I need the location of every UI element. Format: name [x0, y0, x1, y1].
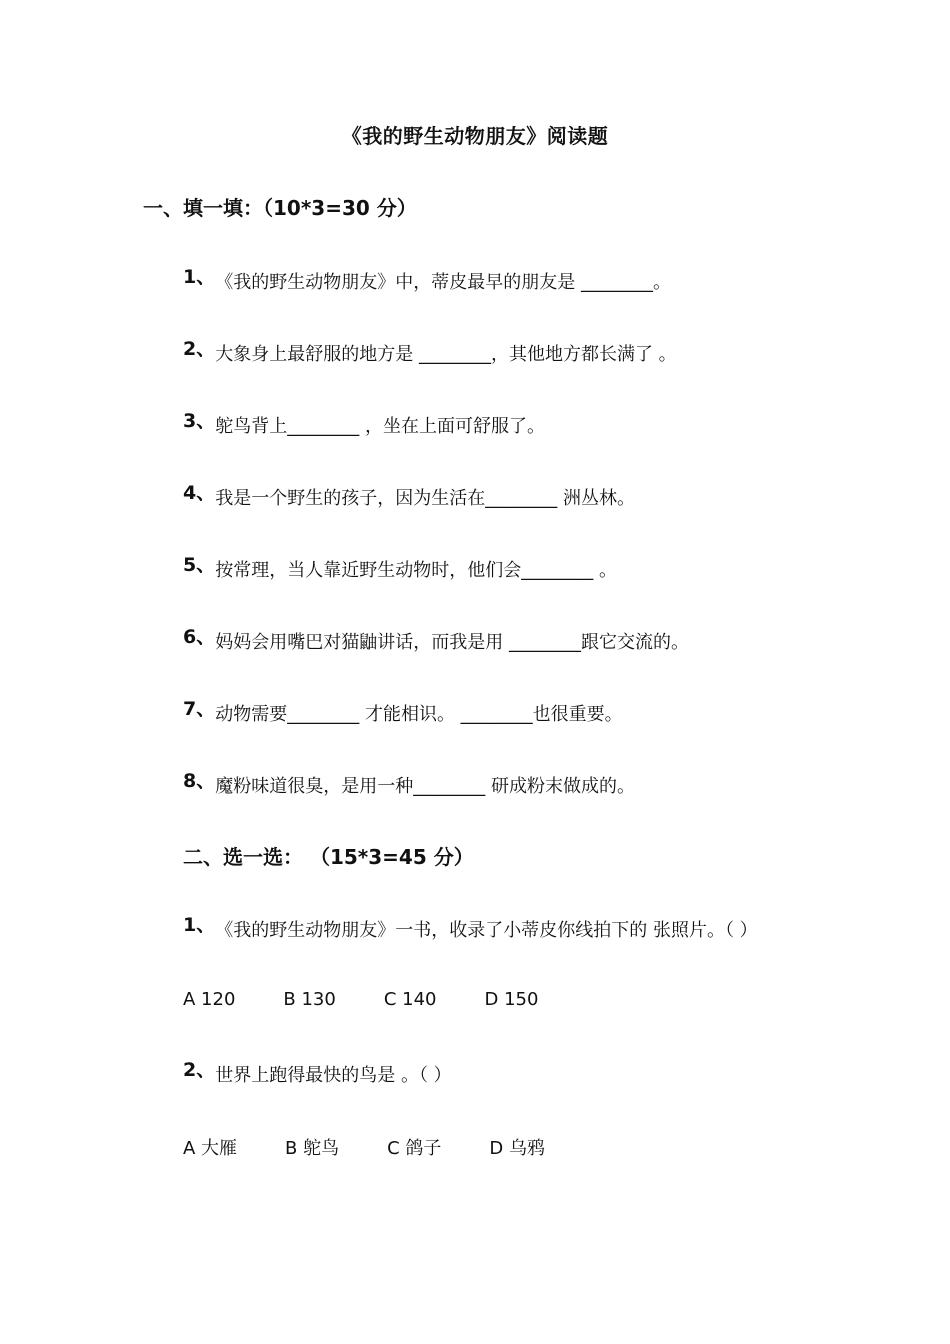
section-1-heading: 一、填一填：（10*3=30 分）: [143, 196, 417, 220]
option-c: C 鸽子: [387, 1138, 442, 1159]
option-d: D 乌鸦: [489, 1138, 546, 1159]
question-text: 大象身上最舒服的地方是 ________，其他地方都长满了 。: [215, 344, 677, 365]
question-text: 动物需要________ 才能相识。 ________也很重要。: [215, 704, 623, 725]
fill-question-7: [183, 698, 623, 728]
question-number: 2、: [183, 338, 216, 360]
question-text: 按常理，当人靠近野生动物时，他们会________ 。: [215, 560, 617, 581]
fill-question-8: [183, 770, 635, 800]
section-2-heading: 二、选一选： （15*3=45 分）: [183, 845, 474, 869]
question-text: 妈妈会用嘴巴对猫鼬讲话，而我是用 ________跟它交流的。: [215, 632, 689, 653]
question-text: 世界上跑得最快的鸟是 。（ ）: [215, 1065, 452, 1086]
option-d: D 150: [484, 989, 539, 1010]
fill-question-3: [183, 410, 545, 440]
question-number: 3、: [183, 410, 216, 432]
option-b: B 130: [283, 989, 336, 1010]
fill-question-2: [183, 338, 677, 368]
fill-question-5: [183, 554, 617, 584]
question-number: 7、: [183, 698, 216, 720]
document-title: 《我的野生动物朋友》阅读题: [341, 124, 609, 148]
question-text: 《我的野生动物朋友》一书，收录了小蒂皮你线拍下的 张照片。（ ）: [215, 920, 758, 941]
question-number: 2、: [183, 1059, 216, 1081]
question-number: 5、: [183, 554, 216, 576]
choice-options-2: [183, 1134, 593, 1160]
question-text: 我是一个野生的孩子，因为生活在________ 洲丛林。: [215, 488, 635, 509]
question-number: 1、: [183, 266, 216, 288]
question-number: 1、: [183, 914, 216, 936]
option-a: A 120: [183, 989, 236, 1010]
option-c: C 140: [383, 989, 437, 1010]
question-number: 4、: [183, 482, 216, 504]
choice-question-2: [183, 1059, 452, 1089]
question-text: 魔粉味道很臭，是用一种________ 研成粉末做成的。: [215, 776, 635, 797]
choice-options-1: [183, 989, 586, 1010]
fill-question-4: [183, 482, 635, 512]
choice-question-1: [183, 914, 758, 944]
option-a: A 大雁: [183, 1138, 238, 1159]
fill-question-6: [183, 626, 689, 656]
question-number: 6、: [183, 626, 216, 648]
option-b: B 鸵鸟: [285, 1138, 340, 1159]
question-number: 8、: [183, 770, 216, 792]
question-text: 《我的野生动物朋友》中，蒂皮最早的朋友是 ________。: [215, 272, 671, 293]
fill-question-1: [183, 266, 671, 296]
question-text: 鸵鸟背上________ ，坐在上面可舒服了。: [215, 416, 545, 437]
